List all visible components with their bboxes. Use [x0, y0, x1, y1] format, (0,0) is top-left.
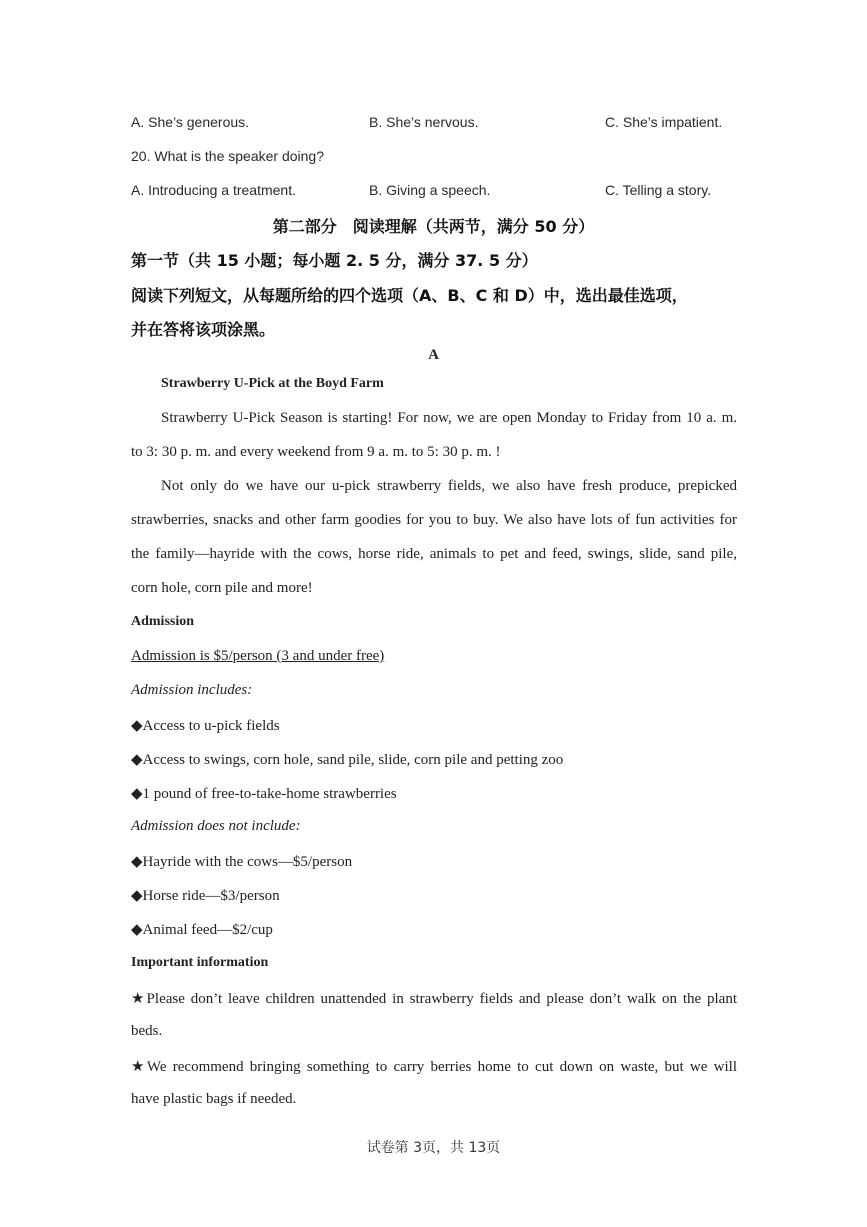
para2-line-3: the family—hayride with the cows, horse ride, animals to pet and feed, swings, slide, sand pile,: [131, 546, 737, 562]
para2-line-1: Not only do we have our u-pick strawberry fields, we also have fresh produce, prepicked: [161, 478, 737, 494]
excludes-item: ◆Horse ride—$3/person: [131, 888, 280, 904]
passage-letter: A: [428, 347, 439, 363]
includes-item: ◆Access to u-pick fields: [131, 718, 280, 734]
includes-item: ◆1 pound of free-to-take-home strawberries: [131, 786, 397, 802]
q20-question: 20. What is the speaker doing?: [131, 148, 325, 164]
q19-option-b: B. She’s nervous.: [369, 114, 479, 130]
q19-option-c: C. She’s impatient.: [605, 114, 723, 130]
admission-heading: Admission: [131, 614, 195, 629]
q20-option-a: A. Introducing a treatment.: [131, 182, 296, 198]
para2-line-2: strawberries, snacks and other farm goodies for you to buy. We also have lots of fun activities for: [131, 512, 737, 528]
admission-price: Admission is $5/person (3 and under free): [131, 648, 385, 664]
q20-option-b: B. Giving a speech.: [369, 182, 491, 198]
excludes-item: ◆Hayride with the cows—$5/person: [131, 854, 353, 870]
para2-line-4: corn hole, corn pile and more!: [131, 580, 313, 596]
q19-option-a: A. She’s generous.: [131, 114, 250, 130]
para1-line-2: to 3: 30 p. m. and every weekend from 9 a. m. to 5: 30 p. m. !: [131, 444, 501, 460]
info2-line-2: have plastic bags if needed.: [131, 1091, 297, 1107]
includes-heading: Admission includes:: [131, 682, 253, 698]
section-heading: 第一节（共 15 小题；每小题 2. 5 分，满分 37. 5 分）: [131, 251, 538, 270]
excludes-heading: Admission does not include:: [131, 818, 301, 834]
instructions-line-1: 阅读下列短文，从每题所给的四个选项（A、B、C 和 D）中，选出最佳选项，: [131, 286, 688, 305]
info2-line-1: ★We recommend bringing something to carry berries home to cut down on waste, but we will: [131, 1059, 737, 1075]
para1-line-1: Strawberry U-Pick Season is starting! For now, we are open Monday to Friday from 10 a. m.: [161, 410, 737, 426]
part-heading: 第二部分 阅读理解（共两节，满分 50 分）: [272, 217, 595, 236]
info-heading: Important information: [131, 955, 269, 970]
info1-line-2: beds.: [131, 1023, 163, 1039]
excludes-item: ◆Animal feed—$2/cup: [131, 922, 273, 938]
passage-title: Strawberry U-Pick at the Boyd Farm: [161, 376, 384, 391]
includes-item: ◆Access to swings, corn hole, sand pile, slide, corn pile and petting zoo: [131, 752, 564, 768]
instructions-line-2: 并在答将该项涂黑。: [131, 320, 276, 339]
info1-line-1: ★Please don’t leave children unattended in strawberry fields and please don’t walk on the plant: [131, 991, 737, 1007]
page-footer: 试卷第 3页，共 13页: [366, 1140, 501, 1156]
q20-option-c: C. Telling a story.: [605, 182, 712, 198]
